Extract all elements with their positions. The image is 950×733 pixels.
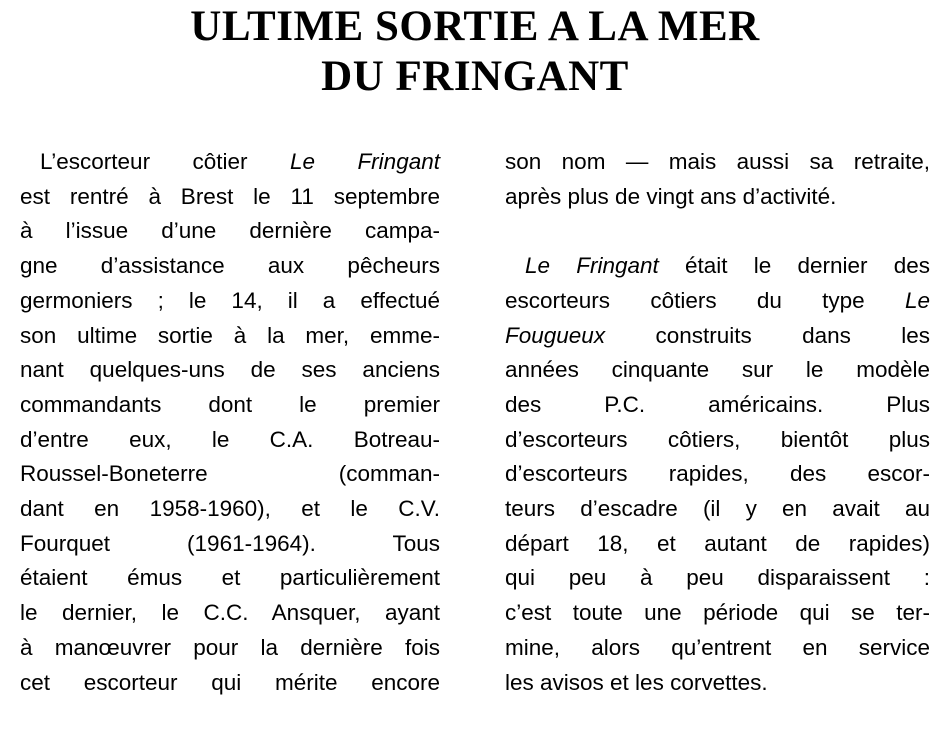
text-line: Roussel-Boneterre (comman- [20,461,440,487]
text-line: à manœuvrer pour la dernière fois [20,634,440,660]
text-line [505,319,930,354]
text-line: dant en 1958-1960), et le C.V. [20,496,440,522]
ship-type-name: Fougueux [505,322,606,348]
text-line: à l’issue d’une dernière campa- [20,218,440,244]
ship-name: Le Fringant [525,253,659,279]
text-line: années cinquante sur le modèle [505,357,930,383]
text-line: mine, alors qu’entrent en service [505,634,930,660]
text-span: escorteurs côtiers du type [505,287,905,313]
text-line: départ 18, et autant de rapides) [505,530,930,556]
ship-name: Le Fringant [289,149,440,174]
text-span: construits dans les [605,322,930,348]
text-line: commandants dont le premier [20,391,440,417]
text-line: son nom — mais aussi sa retraite, [505,149,930,174]
title-line-2: DU FRINGANT [321,53,629,100]
text-line: gne d’assistance aux pêcheurs [20,253,440,279]
text-line: le dernier, le C.C. Ansquer, ayant [20,600,440,626]
text-line: Fourquet (1961-1964). Tous [20,530,440,556]
text-line: des P.C. américains. Plus [505,391,930,417]
text-line: d’escorteurs rapides, des escor- [505,461,930,487]
article-title [0,2,950,102]
text-line: les avisos et les corvettes. [505,669,768,695]
text-line: cet escorteur qui mérite encore [20,669,440,695]
text-line: nant quelques-uns de ses anciens [20,357,440,383]
text-line: teurs d’escadre (il y en avait au [505,496,930,522]
left-column [20,145,440,700]
text-line: qui peu à peu disparaissent : [505,565,930,591]
text-line: son ultime sortie à la mer, emme- [20,322,440,348]
title-line-1: ULTIME SORTIE A LA MER [190,3,760,50]
text-line: étaient émus et particulièrement [20,565,440,591]
text-line: germoniers ; le 14, il a effectué [20,287,440,313]
text-line: d’entre eux, le C.A. Botreau- [20,426,440,452]
text-line: après plus de vingt ans d’activité. [505,183,837,209]
paragraph-gap [505,214,930,249]
text-line [505,249,930,284]
text-span: était le dernier des [658,253,930,279]
text-line: c’est toute une période qui se ter- [505,600,930,626]
text-line [505,284,930,319]
right-column [505,145,930,700]
text-line: est rentré à Brest le 11 septembre [20,183,440,209]
ship-type-name: Le [904,287,930,313]
text-line [20,145,440,180]
text-line: d’escorteurs côtiers, bientôt plus [505,426,930,452]
text-span: L’escorteur côtier [40,149,290,174]
